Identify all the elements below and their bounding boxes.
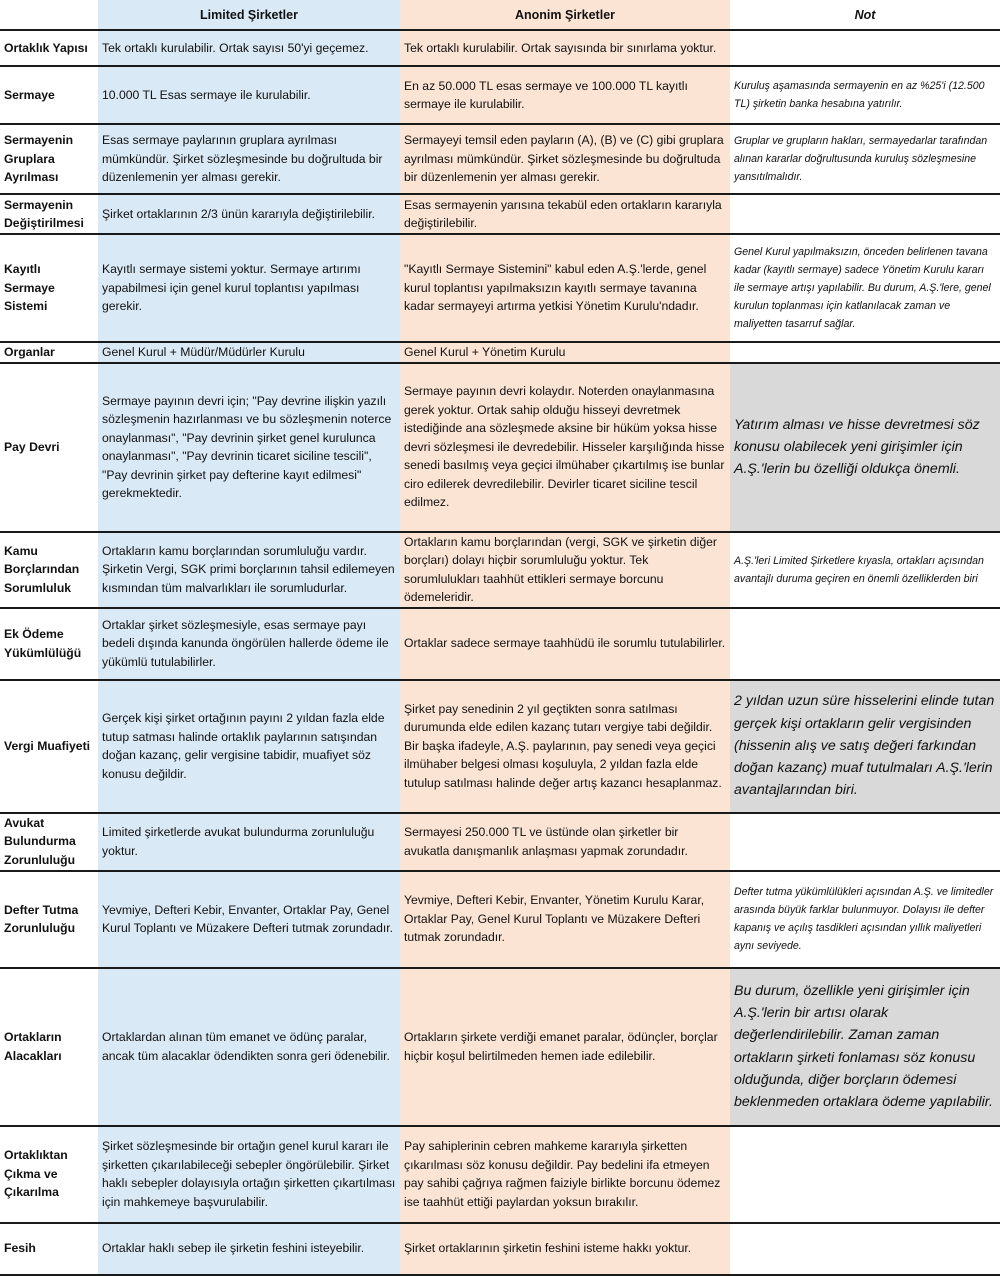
limited-cell: Sermaye payının devri için; "Pay devrine ilişkin yazılı sözleşmenin hazırlanması ve bu sözleşmenin noterce onaylanması", "Pay devrinin şirket genel kurulunca onaylanması", "Pay devrinin ticaret siciline tescili", "Pay devrinin şirket pay defterine kayıt edilmesi" gerekmektedir. (98, 363, 400, 532)
header-blank (0, 0, 98, 30)
row-label: Avukat Bulundurma Zorunluluğu (0, 813, 98, 871)
anonim-cell: Sermayeyi temsil eden payların (A), (B) ve (C) gibi gruplara ayrılması mümkündür. Şirket sözleşmesinde bu doğrultuda bir düzenlemenin yer alması gerekir. (400, 124, 730, 194)
anonim-cell: Şirket ortaklarının şirketin feshini isteme hakkı yoktur. (400, 1223, 730, 1275)
anonim-cell: En az 50.000 TL esas sermaye ve 100.000 TL kayıtlı sermaye ile kurulabilir. (400, 66, 730, 124)
anonim-cell: Tek ortaklı kurulabilir. Ortak sayısında bir sınırlama yoktur. (400, 30, 730, 66)
note-cell (730, 1223, 1000, 1275)
row-label: Fesih (0, 1223, 98, 1275)
note-cell-highlight: Bu durum, özellikle yeni girişimler için A.Ş.'lerin bir artısı olarak değerlendirilebilir. Zaman zaman ortakların şirketi fonlaması söz konusu olduğunda, diğer borçların ödemesi beklenmeden ortaklara ödeme yapılabilir. (730, 968, 1000, 1126)
anonim-cell: Ortakların kamu borçlarından (vergi, SGK ve şirketin diğer borçları) dolayı hiçbir sorumluluğu yoktur. Tek sorumlulukları taahhüt ettikleri sermaye borcunu ödemeleridir. (400, 532, 730, 608)
note-cell-highlight: Yatırım alması ve hisse devretmesi söz konusu olabilecek yeni girişimler için A.Ş.'lerin bu özelliği oldukça önemli. (730, 363, 1000, 532)
limited-cell: Yevmiye, Defteri Kebir, Envanter, Ortaklar Pay, Genel Kurul Toplantı ve Müzakere Defteri tutmak zorundadır. (98, 871, 400, 968)
limited-cell: Şirket ortaklarının 2/3 ünün kararıyla değiştirilebilir. (98, 194, 400, 234)
row-label: Ortaklık Yapısı (0, 30, 98, 66)
note-cell (730, 1126, 1000, 1223)
anonim-cell: Pay sahiplerinin cebren mahkeme kararıyla şirketten çıkarılması söz konusu değildir. Pay bedelini ifa etmeyen pay sahibi çağrıya rağmen faiziyle birlikte borcunu ödemez ise taahhüt ettiği paylardan yoksun bırakılır. (400, 1126, 730, 1223)
row-label: Ortakların Alacakları (0, 968, 98, 1126)
row-label: Ortaklıktan Çıkma ve Çıkarılma (0, 1126, 98, 1223)
row-fesih (0, 1223, 1000, 1275)
row-label: Sermayenin Değiştirilmesi (0, 194, 98, 234)
limited-cell: Ortaklar şirket sözleşmesiyle, esas sermaye payı bedeli dışında kanunda öngörülen hallerde ödeme ile yükümlü tutulabilirler. (98, 608, 400, 680)
limited-cell: Tek ortaklı kurulabilir. Ortak sayısı 50'yi geçemez. (98, 30, 400, 66)
row-label: Sermaye (0, 66, 98, 124)
row-label: Kayıtlı Sermaye Sistemi (0, 234, 98, 342)
row-pay-devri (0, 363, 1000, 532)
limited-cell: Kayıtlı sermaye sistemi yoktur. Sermaye artırımı yapabilmesi için genel kurul toplantısı yapılması gerekir. (98, 234, 400, 342)
row-avukat (0, 813, 1000, 871)
anonim-cell: Sermayesi 250.000 TL ve üstünde olan şirketler bir avukatla danışmanlık anlaşması yapmak zorundadır. (400, 813, 730, 871)
limited-cell: Genel Kurul + Müdür/Müdürler Kurulu (98, 342, 400, 363)
row-ortak-alacaklari (0, 968, 1000, 1126)
row-label: Ek Ödeme Yükümlülüğü (0, 608, 98, 680)
note-cell (730, 608, 1000, 680)
row-label: Pay Devri (0, 363, 98, 532)
limited-cell: Ortakların kamu borçlarından sorumluluğu vardır. Şirketin Vergi, SGK primi borçlarının tahsil edilemeyen kısmından tüm malvarlıkları ile sorumludurlar. (98, 532, 400, 608)
note-cell (730, 30, 1000, 66)
note-cell (730, 194, 1000, 234)
anonim-cell: Ortaklar sadece sermaye taahhüdü ile sorumlu tutulabilirler. (400, 608, 730, 680)
limited-cell: 10.000 TL Esas sermaye ile kurulabilir. (98, 66, 400, 124)
row-ortakliktan-cikma (0, 1126, 1000, 1223)
anonim-cell: "Kayıtlı Sermaye Sistemini" kabul eden A.Ş.'lerde, genel kurul toplantısı yapılmaksızın kayıtlı sermaye tavanına kadar sermayeyi artırma yetkisi Yönetim Kurulu'ndadır. (400, 234, 730, 342)
row-label: Sermayenin Gruplara Ayrılması (0, 124, 98, 194)
note-cell: Genel Kurul yapılmaksızın, önceden belirlenen tavana kadar (kayıtlı sermaye) sadece Yönetim Kurulu kararı ile sermaye artışı yapılabilir. Bu durum, A.Ş.'lere, genel kurulun toplanması için katlanılacak zaman ve maliyetten tasarruf sağlar. (730, 234, 1000, 342)
anonim-cell: Esas sermayenin yarısına tekabül eden ortakların kararıyla değiştirilebilir. (400, 194, 730, 234)
note-cell: A.Ş.'leri Limited Şirketlere kıyasla, ortakları açısından avantajlı duruma geçiren en önemli özelliklerden biri (730, 532, 1000, 608)
header-row (0, 0, 1000, 30)
limited-cell: Şirket sözleşmesinde bir ortağın genel kurul kararı ile şirketten çıkarılabileceği sebepler öngörülebilir. Şirket haklı sebepler dolayısıyla ortağın şirketten çıkartılması için mahkemeye başvurulabilir. (98, 1126, 400, 1223)
limited-cell: Limited şirketlerde avukat bulundurma zorunluluğu yoktur. (98, 813, 400, 871)
row-organlar (0, 342, 1000, 363)
row-ortaklik-yapisi (0, 30, 1000, 66)
row-kayitli-sermaye (0, 234, 1000, 342)
limited-cell: Ortaklardan alınan tüm emanet ve ödünç paralar, ancak tüm alacaklar ödendikten sonra geri ödenebilir. (98, 968, 400, 1126)
row-kamu-borclari (0, 532, 1000, 608)
note-cell (730, 342, 1000, 363)
header-note: Not (730, 0, 1000, 30)
row-ek-odeme (0, 608, 1000, 680)
row-label: Defter Tutma Zorunluluğu (0, 871, 98, 968)
row-sermaye-gruplar (0, 124, 1000, 194)
limited-cell: Esas sermaye paylarının gruplara ayrılması mümkündür. Şirket sözleşmesinde bu doğrultuda bir düzenlemenin yer alması gerekir. (98, 124, 400, 194)
note-cell: Gruplar ve grupların hakları, sermayedarlar tarafından alınan kararlar doğrultusunda kuruluş sözleşmesine yansıtılmalıdır. (730, 124, 1000, 194)
anonim-cell: Sermaye payının devri kolaydır. Noterden onaylanmasına gerek yoktur. Ortak sahip olduğu hisseyi devretmek istediğinde ana sözleşmede aksine bir hüküm yoksa hisse devri sözleşmesi ile devredebilir. Hisseler karşılığında hisse senedi basılmış veya geçici ilmühaber çıkartılmış ise bunlar ciro edilerek devredilebilir. Devirler ticaret siciline tescil edilmez. (400, 363, 730, 532)
limited-cell: Gerçek kişi şirket ortağının payını 2 yıldan fazla elde tutup satması halinde ortaklık paylarının satışından doğan kazanç, gelir vergisine tabidir, muafiyet söz konusu değildir. (98, 680, 400, 813)
anonim-cell: Şirket pay senedinin 2 yıl geçtikten sonra satılması durumunda elde edilen kazanç tutarı vergiye tabi değildir. Bir başka ifadeyle, A.Ş. paylarının, pay senedi veya geçici ilmühaber belgesi olması koşuluyla, 2 yıldan fazla elde tutulup satılması halinde değer artış kazancı hesaplanmaz. (400, 680, 730, 813)
note-cell: Defter tutma yükümlülükleri açısından A.Ş. ve limitedler arasında büyük farklar bulunmuyor. Dolayısı ile defter kapanış ve açılış tasdikleri açısından yıllık maliyetleri aynı seviyede. (730, 871, 1000, 968)
anonim-cell: Yevmiye, Defteri Kebir, Envanter, Yönetim Kurulu Karar, Ortaklar Pay, Genel Kurul Toplantı ve Müzakere Defteri tutmak zorundadır. (400, 871, 730, 968)
row-label: Kamu Borçlarından Sorumluluk (0, 532, 98, 608)
row-label: Organlar (0, 342, 98, 363)
limited-cell: Ortaklar haklı sebep ile şirketin feshini isteyebilir. (98, 1223, 400, 1275)
anonim-cell: Genel Kurul + Yönetim Kurulu (400, 342, 730, 363)
note-cell (730, 813, 1000, 871)
row-defter-tutma (0, 871, 1000, 968)
row-sermaye-degisim (0, 194, 1000, 234)
row-sermaye (0, 66, 1000, 124)
anonim-cell: Ortakların şirkete verdiği emanet paralar, ödünçler, borçlar hiçbir koşul belirtilmeden hemen iade edilebilir. (400, 968, 730, 1126)
row-vergi-muafiyeti (0, 680, 1000, 813)
note-cell: Kuruluş aşamasında sermayenin en az %25'i (12.500 TL) şirketin banka hesabına yatırılır. (730, 66, 1000, 124)
row-label: Vergi Muafiyeti (0, 680, 98, 813)
header-limited: Limited Şirketler (98, 0, 400, 30)
note-cell-highlight: 2 yıldan uzun süre hisselerini elinde tutan gerçek kişi ortakların gelir vergisinden (hissenin alış ve satış değeri farkından doğan kazanç) muaf tutulmaları A.Ş.'lerin avantajlarından biri. (730, 680, 1000, 813)
header-anonim: Anonim Şirketler (400, 0, 730, 30)
